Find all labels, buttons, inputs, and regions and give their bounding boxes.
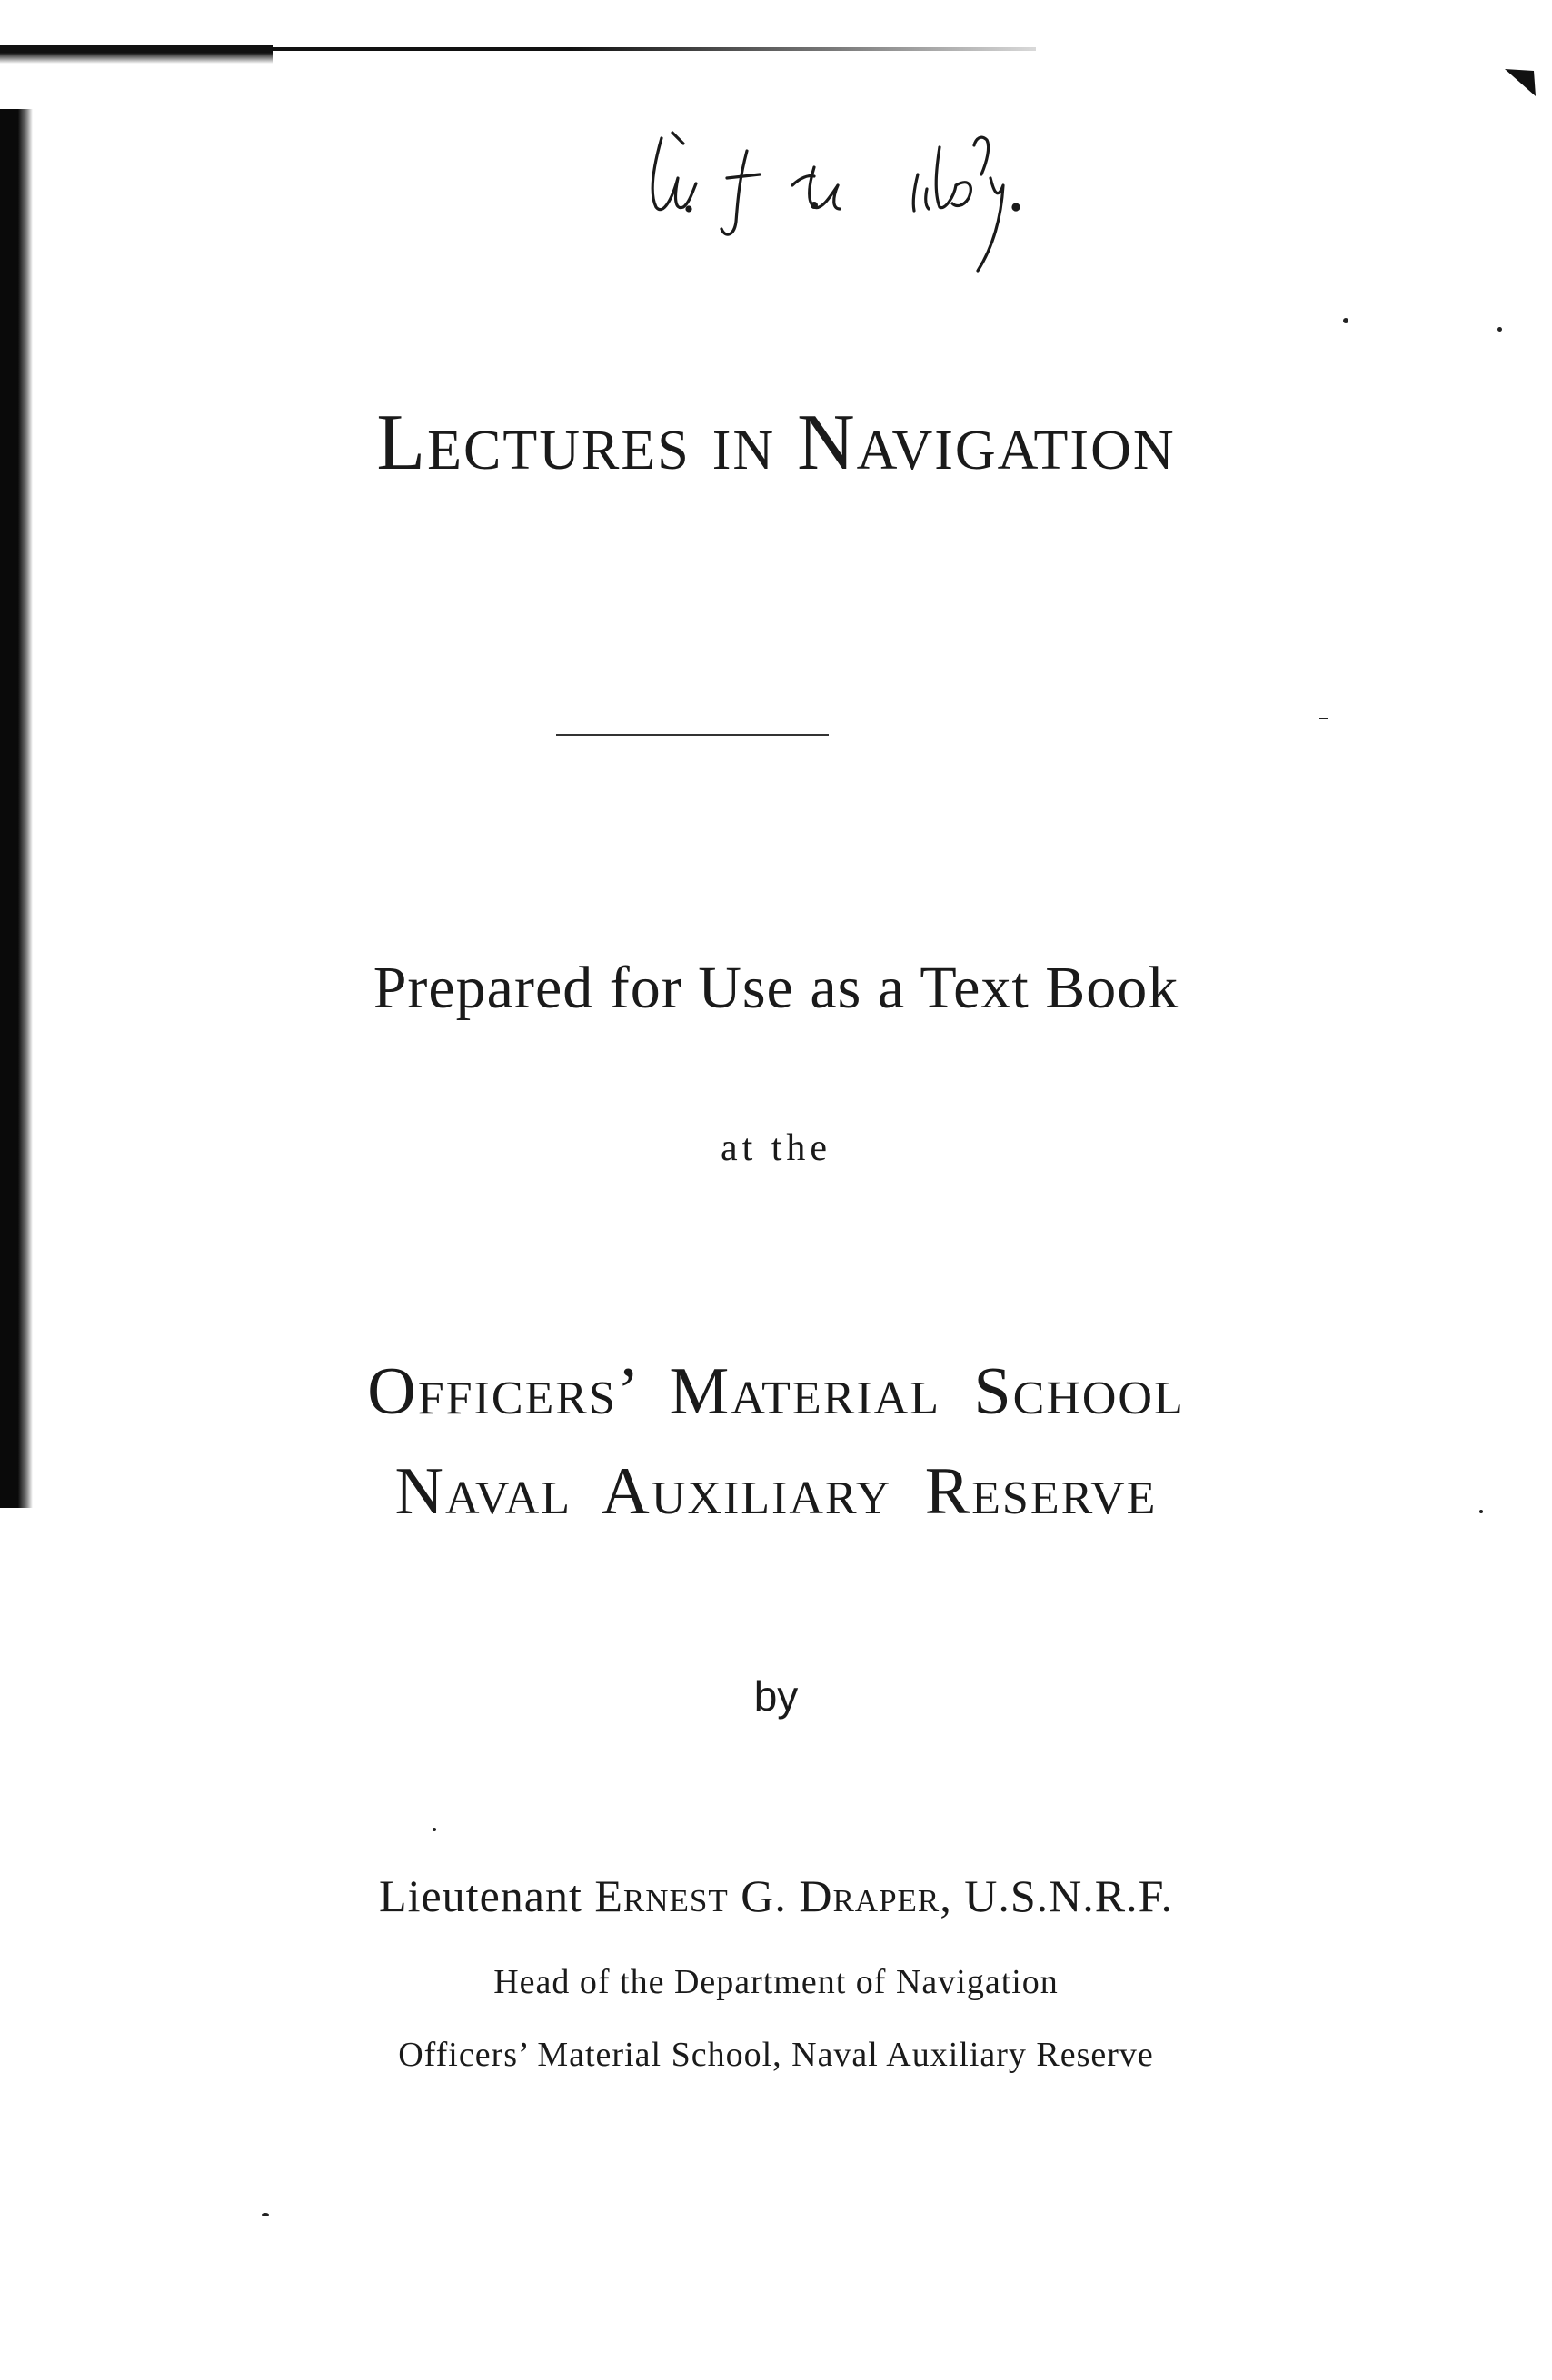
scan-speck [433, 1828, 436, 1831]
book-subtitle: Prepared for Use as a Text Book [373, 955, 1179, 1021]
scan-speck [262, 2213, 269, 2216]
connector-text: at the [720, 1127, 832, 1169]
institution-line-1: Officers’ Material School [367, 1354, 1185, 1429]
scan-speck [1497, 327, 1502, 332]
book-title: Lectures in Navigation [376, 399, 1176, 487]
institution-line-2: Naval Auxiliary Reserve [394, 1454, 1158, 1529]
scan-speck [1319, 718, 1328, 719]
author-line [0, 1869, 1552, 1922]
scan-speck [1343, 318, 1348, 323]
author-suffix: U.S.N.R.F. [964, 1870, 1173, 1921]
by-label: by [753, 1672, 799, 1720]
scan-corner-mark [1503, 64, 1539, 100]
author-rank: Lieutenant [379, 1870, 582, 1921]
scan-binding-edge [0, 109, 33, 1508]
author-role: Head of the Department of Navigation [493, 1963, 1059, 2001]
handwritten-library-note [636, 91, 1145, 273]
scan-top-rule [0, 47, 1036, 51]
author-school: Officers’ Material School, Naval Auxiliary Reserve [398, 2036, 1154, 2074]
author-name: Ernest G. Draper, [594, 1870, 952, 1921]
title-divider [556, 734, 829, 736]
